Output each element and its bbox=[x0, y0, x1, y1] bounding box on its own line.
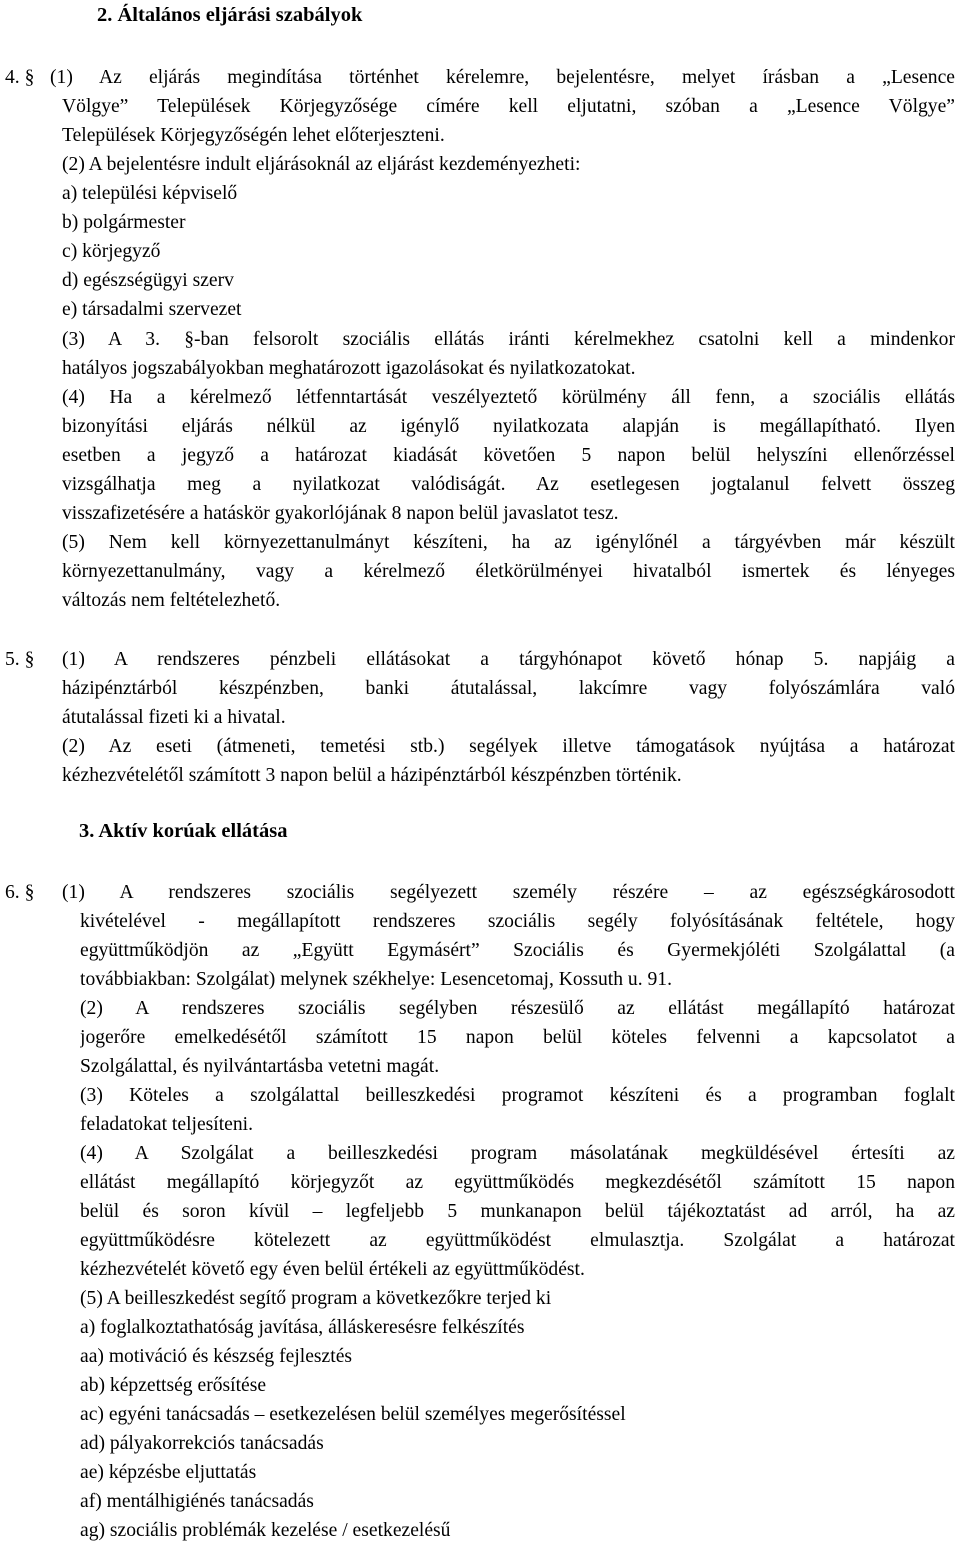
p6-line-16: a) foglalkoztathatóság javítása, álláskeresésre felkészítés bbox=[80, 1317, 525, 1338]
p4-line-10: (3) A 3. §-ban felsorolt szociális ellátás iránti kérelmekhez csatolni kell a mindenkor bbox=[62, 329, 955, 350]
p4-line-14: esetben a jegyző a határozat kiadását követően 5 napon belül helyszíni ellenőrzéssel bbox=[62, 445, 955, 466]
p6-line-15: (5) A beilleszkedést segítő program a következőkre terjed ki bbox=[80, 1288, 552, 1309]
p6-line-12: belül és soron kívül – legfeljebb 5 munkanapon belül tájékoztatást ad arról, ha az bbox=[80, 1201, 955, 1222]
p6-line-17: aa) motiváció és készség fejlesztés bbox=[80, 1346, 353, 1367]
p4-line-1: (1) Az eljárás megindítása történhet kérelemre, bejelentésre, melyet írásban a „Lesence bbox=[50, 67, 955, 88]
p4-line-19: változás nem feltételezhető. bbox=[62, 590, 281, 611]
p6-line-19: ac) egyéni tanácsadás – esetkezelésen belül személyes megerősítéssel bbox=[80, 1404, 626, 1425]
p4-line-11: hatályos jogszabályokban meghatározott igazolásokat és nyilatkozatokat. bbox=[62, 358, 636, 379]
p6-line-20: ad) pályakorrekciós tanácsadás bbox=[80, 1433, 324, 1454]
section-heading-3: 3. Aktív korúak ellátása bbox=[79, 820, 288, 842]
p4-line-3: Települések Körjegyzőségén lehet előterjeszteni. bbox=[62, 125, 445, 146]
p6-line-21: ae) képzésbe eljuttatás bbox=[80, 1462, 257, 1483]
p6-line-7: Szolgálattal, és nyilvántartásba vetetni magát. bbox=[80, 1056, 440, 1077]
p6-line-3: együttműködjön az „Együtt Egymásért” Szociális és Gyermekjóléti Szolgálattal (a bbox=[80, 940, 955, 961]
p5-line-2: házipénztárból készpénzben, banki átutalással, lakcímre vagy folyószámlára való bbox=[62, 678, 955, 699]
p4-line-5: a) települési képviselő bbox=[62, 183, 238, 204]
p6-line-14: kézhezvételét követő egy éven belül értékeli az együttműködést. bbox=[80, 1259, 585, 1280]
p6-line-22: af) mentálhigiénés tanácsadás bbox=[80, 1491, 314, 1512]
p6-line-5: (2) A rendszeres szociális segélyben részesülő az ellátást megállapító határozat bbox=[80, 998, 955, 1019]
p6-line-2: kivételével - megállapított rendszeres szociális segély folyósításának feltétele, hogy bbox=[80, 911, 955, 932]
p6-line-1: (1) A rendszeres szociális segélyezett személy részére – az egészségkárosodott bbox=[62, 882, 955, 903]
p4-line-13: bizonyítási eljárás nélkül az igénylő nyilatkozata alapján is megállapítható. Ilyen bbox=[62, 416, 955, 437]
section-heading-2: 2. Általános eljárási szabályok bbox=[97, 4, 363, 26]
p5-line-5: kézhezvételétől számított 3 napon belül a házipénztárból készpénzben történik. bbox=[62, 765, 682, 786]
p4-line-6: b) polgármester bbox=[62, 212, 186, 233]
p4-line-4: (2) A bejelentésre indult eljárásoknál az eljárást kezdeményezheti: bbox=[62, 154, 581, 175]
p6-line-11: ellátást megállapító körjegyzőt az együttműködés megkezdésétől számított 15 napon bbox=[80, 1172, 955, 1193]
p6-line-6: jogerőre emelkedésétől számított 15 napon belül köteles felvenni a kapcsolatot a bbox=[80, 1027, 955, 1048]
p6-line-10: (4) A Szolgálat a beilleszkedési program másolatának megküldésével értesíti az bbox=[80, 1143, 955, 1164]
p6-line-23: ag) szociális problémák kezelése / esetkezelésű bbox=[80, 1520, 451, 1541]
p4-line-2: Völgye” Települések Körjegyzősége címére kell eljutatni, szóban a „Lesence Völgye” bbox=[62, 96, 955, 117]
p5-line-4: (2) Az eseti (átmeneti, temetési stb.) segélyek illetve támogatások nyújtása a határozat bbox=[62, 736, 955, 757]
p4-line-7: c) körjegyző bbox=[62, 241, 161, 262]
p4-line-17: (5) Nem kell környezettanulmányt készíteni, ha az igénylőnél a tárgyévben már készült bbox=[62, 532, 955, 553]
p6-line-9: feladatokat teljesíteni. bbox=[80, 1114, 254, 1135]
p6-line-4: továbbiakban: Szolgálat) melynek székhelye: Lesencetomaj, Kossuth u. 91. bbox=[80, 969, 673, 990]
p6-line-18: ab) képzettség erősítése bbox=[80, 1375, 267, 1396]
p6-line-13: együttműködésre kötelezett az együttműködést elmulasztja. Szolgálat a határozat bbox=[80, 1230, 955, 1251]
p5-line-1: (1) A rendszeres pénzbeli ellátásokat a tárgyhónapot követő hónap 5. napjáig a bbox=[62, 649, 955, 670]
p4-line-16: visszafizetésére a hatáskör gyakorlójának 8 napon belül javaslatot tesz. bbox=[62, 503, 619, 524]
p4-line-12: (4) Ha a kérelmező létfenntartását veszélyeztető körülmény áll fenn, a szociális ellátás bbox=[62, 387, 955, 408]
p4-line-18: környezettanulmány, vagy a kérelmező életkörülményei hivatalból ismertek és lényeges bbox=[62, 561, 955, 582]
paragraph-number-6: 6. § bbox=[5, 882, 35, 903]
paragraph-number-4: 4. § bbox=[5, 67, 35, 88]
p4-line-8: d) egészségügyi szerv bbox=[62, 270, 234, 291]
p4-line-15: vizsgálhatja meg a nyilatkozat valódiságát. Az esetlegesen jogtalanul felvett összeg bbox=[62, 474, 955, 495]
p4-line-9: e) társadalmi szervezet bbox=[62, 299, 242, 320]
p5-line-3: átutalással fizeti ki a hivatal. bbox=[62, 707, 286, 728]
paragraph-number-5: 5. § bbox=[5, 649, 35, 670]
p6-line-8: (3) Köteles a szolgálattal beilleszkedési programot készíteni és a programban foglalt bbox=[80, 1085, 955, 1106]
